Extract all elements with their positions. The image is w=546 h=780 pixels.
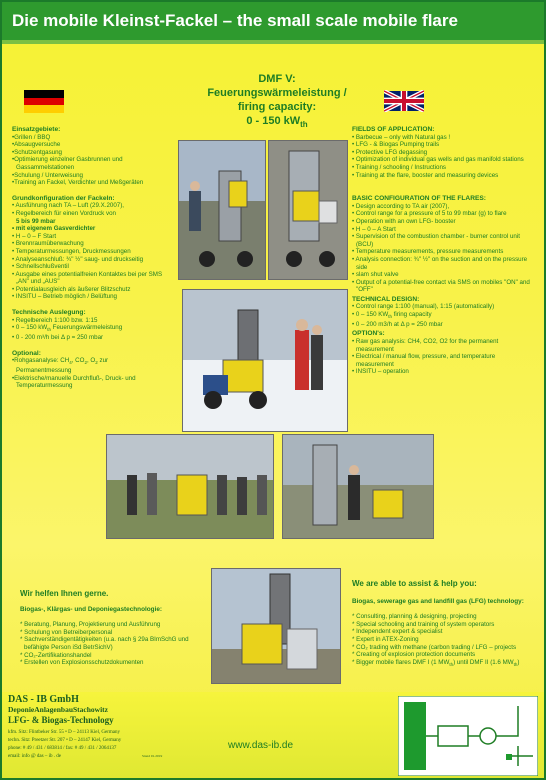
center-title-line3: firing capacity: xyxy=(237,101,317,113)
photo-flare-demo-1 xyxy=(178,140,266,280)
list-item-text: * Bigger mobile flares DMF I (1 MW xyxy=(352,658,450,666)
tech-list-de xyxy=(12,317,174,342)
photo-flare-installation xyxy=(211,568,341,684)
fields-heading: FIELDS OF APPLICATION: xyxy=(352,126,435,133)
right-column xyxy=(352,124,532,376)
help-heading-de: Wir helfen Ihnen gerne. xyxy=(20,589,109,598)
center-title-line1: DMF V: xyxy=(258,73,296,85)
basic-heading: BASIC CONFIGURATION OF THE FLARES: xyxy=(352,195,486,203)
unit-sub: th xyxy=(47,327,51,333)
list-item: * Special schooling and training of system operators xyxy=(352,620,495,628)
list-item: • Control range for a pressure of 5 to 99 mbar (g) to flare xyxy=(352,210,507,218)
list-item: •Elektrische/manuelle Durchfluß-, Druck- und Temperaturmessung xyxy=(12,374,136,390)
list-item: • slam shut valve xyxy=(352,271,399,279)
list-item: • mit eigenem Gasverdichter xyxy=(12,225,96,233)
list-item: * Erstellen von Explosionsschutzdokumenten xyxy=(20,659,144,667)
list-item-text: , CO xyxy=(71,357,85,365)
address-line: techn. Sitz: Preetzer Str. 207 • D – 24147 Kiel, Germany xyxy=(8,738,122,743)
list-item: • 0 – 200 m3/h at Δ p = 250 mbar xyxy=(352,320,443,328)
fields-list xyxy=(352,134,532,180)
list-item: • Potentialausgleich als äußerer Blitzschutz xyxy=(12,285,131,293)
list-item: • LFG - & Biogas Pumping trails xyxy=(352,141,440,149)
center-title-line2: Feuerungswärmeleistung / xyxy=(207,87,347,99)
list-item xyxy=(12,324,174,334)
poster-header xyxy=(2,2,544,40)
tech-heading-de: Technische Auslegung: xyxy=(12,309,86,317)
basic-list xyxy=(352,203,532,294)
list-item: • H – 0 – F Start xyxy=(12,232,57,240)
list-item: * Schulung von Betreiberpersonal xyxy=(20,628,113,636)
tech-subtitle-en: Biogas, sewerage gas and landfill gas (LFG) technology: xyxy=(352,597,524,605)
list-item: • Analyseanschluß: ¾" ½" saug- und druckseitig xyxy=(12,255,144,263)
list-item: • Brennraumüberwachung xyxy=(12,240,84,248)
list-item: • Ausgabe eines potentialfreien Kontaktes bei per SMS „AN" und „AUS" xyxy=(12,270,163,286)
address-line: kfm. Sitz: Flintbeker Str. 55 • D – 24113 Kiel, Germany xyxy=(8,730,120,735)
bottom-left-block xyxy=(20,590,205,667)
list-item-text: ) xyxy=(517,658,520,666)
website-link[interactable]: www.das-ib.de xyxy=(228,740,294,751)
einsatz-heading: Einsatzgebiete: xyxy=(12,126,61,133)
list-item: • Analysis connection: ¾" ½" on the suction and on the pressure side xyxy=(352,255,528,271)
services-list-en xyxy=(352,613,537,668)
list-item: • Training at the flare, booster and measuring devices xyxy=(352,171,499,179)
list-item: * CO₂ trading with methane (carbon trading / LFG – projects xyxy=(352,643,517,651)
list-item: • Schnellschlußventil xyxy=(12,263,69,271)
list-item: •Schutzentgasung xyxy=(12,148,62,156)
photo-training-group xyxy=(106,434,274,539)
list-item: • Barbecue – only with Natural gas ! xyxy=(352,133,451,141)
poster-title: Die mobile Kleinst-Fackel – the small scale mobile flare xyxy=(12,11,458,30)
list-item-text: •Rohgasanalyse: CH xyxy=(12,357,70,365)
list-item: • INSITU – Betrieb möglich / Belüftung xyxy=(12,293,117,301)
list-item: * Beratung, Planung, Projektierung und Ausführung xyxy=(20,621,161,629)
center-title xyxy=(177,72,377,132)
grund-list xyxy=(12,202,174,301)
list-item: • Electrical / manual flow, pressure, and temperature measurement xyxy=(352,353,496,368)
list-item: •Absaugversuche xyxy=(12,141,61,149)
list-item: • Temperature measurements, pressure measurements xyxy=(352,248,504,256)
list-item: • Operation with an own LFG- booster xyxy=(352,217,456,225)
opt-heading-en: OPTION's: xyxy=(352,330,385,338)
help-heading-en: We are able to assist & help you: xyxy=(352,579,477,588)
einsatz-list xyxy=(12,134,174,187)
tech-subtitle-de: Biogas-, Klärgas- und Deponiegastechnologie: xyxy=(20,605,163,613)
list-item: •Training an Fackel, Verdichter und Meßgeräten xyxy=(12,179,144,187)
capacity-value: 0 - 150 kW xyxy=(246,115,301,127)
center-title-line4 xyxy=(177,114,377,132)
list-item: * Expert in ATEX-Zoning xyxy=(352,635,419,643)
company-tagline: LFG- & Biogas-Technology xyxy=(8,715,114,725)
list-item-text: ) until DMF II (1.6 MW xyxy=(453,658,514,666)
list-item: • Temperaturmessungen, Druckmessungen xyxy=(12,247,131,255)
list-item: 5 bis 99 mbar xyxy=(16,217,56,225)
unit-sub: th xyxy=(449,661,454,667)
list-item: • Raw gas analysis: CH4, CO2, O2 for the permanent measurement xyxy=(352,338,499,353)
date-stamp: Stand 01.2019 xyxy=(142,754,163,758)
list-item: * Independent expert & specialist xyxy=(352,628,443,636)
list-item xyxy=(352,659,537,669)
list-item-text: firing capacity xyxy=(391,311,432,319)
list-item-text: • 0 – 150 KW xyxy=(352,311,389,319)
sub: 4 xyxy=(69,360,72,366)
photo-training-flare xyxy=(282,434,434,539)
list-item: * CO₂-Zertifikationshandel xyxy=(20,651,92,659)
uk-flag-icon xyxy=(384,90,424,112)
list-item: • Regelbereich 1:100 bzw. 1:15 xyxy=(12,316,98,324)
flare-schematic-diagram xyxy=(398,696,538,776)
opt-list-en xyxy=(352,338,532,376)
list-item: * Consulting, planning & designing, projecting xyxy=(352,613,477,621)
sub: 2 xyxy=(84,360,87,366)
opt-heading-de: Optional: xyxy=(12,349,41,357)
list-item xyxy=(352,311,532,321)
header-stripe xyxy=(2,40,544,44)
capacity-unit-sub: th xyxy=(300,120,308,130)
list-item xyxy=(12,357,174,367)
list-item: * Sachverständigentätigkeiten (u.a. nach § 29a BImSchG und befähigte Person iSd BetrSichV) xyxy=(20,636,189,651)
address-line: phone: # 49 / 431 / 683814 / fax: # 49 / 431 / 2064137 xyxy=(8,746,117,751)
photo-flare-demo-2 xyxy=(268,140,348,280)
list-item-text: Feuerungswärmeleistung xyxy=(50,324,123,332)
list-item: • INSITU – operation xyxy=(352,368,409,376)
company-subname: DeponieAnlagenbauStachowitz xyxy=(8,705,109,714)
list-item-text: , O xyxy=(86,357,96,365)
german-flag-icon xyxy=(24,90,64,113)
email-line: email: info @ das – ib . de xyxy=(8,754,61,759)
footer xyxy=(2,692,544,780)
list-item: • Training / schooling / Instructions xyxy=(352,163,446,171)
list-item-text: • 0 – 150 kW xyxy=(12,324,48,332)
unit-sub: th xyxy=(388,314,392,320)
list-item: • Regelbereich für einen Vordruck von xyxy=(12,209,116,217)
list-item: • H – 0 – A Start xyxy=(352,225,396,233)
sub: 2 xyxy=(95,360,98,366)
list-item: • Output of a potential-free contact via SMS on mobiles "ON" and "OFF" xyxy=(352,278,530,294)
list-item: • Control range 1:100 (manual), 1:15 (automatically) xyxy=(352,303,495,311)
unit-sub: th xyxy=(513,661,518,667)
list-item: • Protective LFG degassing xyxy=(352,148,428,156)
opt-list-de xyxy=(12,357,174,390)
list-item: •Optimierung einzelner Gasbrunnen und Gassammelstationen xyxy=(12,156,123,171)
list-item-text: zur xyxy=(97,357,109,365)
tech-heading-en: TECHNICAL DESIGN: xyxy=(352,295,420,303)
list-item: • Design according to TA air (2007), xyxy=(352,202,450,210)
grund-heading: Grundkonfiguration der Fackeln: xyxy=(12,194,115,202)
company-name: DAS - IB GmbH xyxy=(8,694,79,705)
list-item: • Supervision of the combustion chamber - burner control unit (BCU) xyxy=(352,233,520,248)
services-list-de xyxy=(20,621,205,667)
left-column xyxy=(12,124,174,390)
list-item: • Ausführung nach TA – Luft (29.X.2007), xyxy=(12,202,125,210)
list-item: * Creating of explosion protection documents xyxy=(352,651,476,659)
bottom-right-block xyxy=(352,580,537,669)
list-item: • 0 - 200 m³/h bei Δ p = 250 mbar xyxy=(12,334,104,342)
list-item: • Optimization of individual gas wells and gas manifold stations xyxy=(352,156,524,164)
list-item: •Schulung / Unterweisung xyxy=(12,171,83,179)
tech-list-en xyxy=(352,303,532,328)
photo-flare-snow xyxy=(182,289,348,432)
list-item: Permanentmessung xyxy=(16,367,72,375)
list-item: •Grillen / BBQ xyxy=(12,133,51,141)
